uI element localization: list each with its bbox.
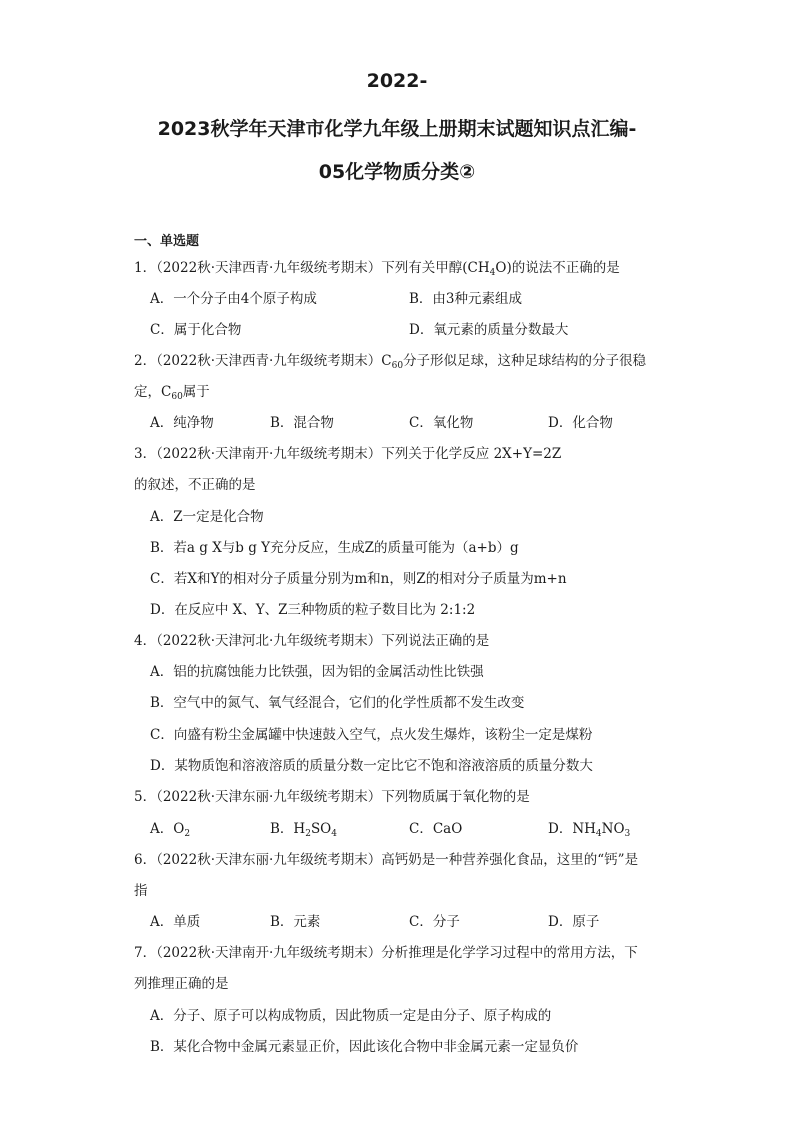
q5-option-d-text-b: NO (601, 821, 625, 837)
question-2-option-b: B．混合物 (270, 415, 334, 431)
question-2-text-a: 2．（2022秋·天津西青·九年级统考期末）C (134, 353, 392, 369)
question-4-option-d: D．某物质饱和溶液溶质的质量分数一定比它不饱和溶液溶质的质量分数大 (150, 758, 593, 774)
q5-option-b-text-b: SO (310, 821, 332, 837)
question-2-stem-line-2 (134, 380, 210, 400)
question-3-stem-line-1: 3．（2022秋·天津南开·九年级统考期末）下列关于化学反应 2X+Y=2Z (134, 446, 562, 462)
doc-title-line-3: 05化学物质分类② (318, 161, 476, 183)
q5-option-d-subscript-1: 4 (595, 829, 602, 839)
question-6-option-a: A．单质 (150, 914, 201, 930)
question-2-option-d: D．化合物 (548, 415, 613, 431)
question-7-stem-line-2: 列推理正确的是 (134, 976, 229, 992)
question-6-option-c: C．分子 (409, 914, 460, 930)
question-3-option-d: D．在反应中 X、Y、Z三种物质的粒子数目比为 2:1:2 (150, 602, 476, 618)
doc-title-line-1: 2022- (366, 70, 428, 92)
question-4-option-a: A．铝的抗腐蚀能力比铁强，因为铝的金属活动性比铁强 (150, 664, 484, 680)
question-1-option-b: B．由3种元素组成 (409, 291, 523, 307)
question-1-stem-text-a: 1．（2022秋·天津西青·九年级统考期末）下列有关甲醇(CH (134, 260, 490, 276)
q5-option-a-text: A．O (150, 821, 185, 837)
question-2-text-d: 属于 (182, 384, 210, 400)
q5-option-b-subscript-2: 4 (331, 829, 337, 839)
question-7-stem-line-1: 7．（2022秋·天津南开·九年级统考期末）分析推理是化学学习过程中的常用方法，下 (134, 945, 638, 961)
question-1-option-a: A．一个分子由4个原子构成 (150, 291, 317, 307)
question-3-option-b: B．若a g X与b g Y充分反应，生成Z的质量可能为（a+b）g (150, 540, 519, 556)
question-7-option-a: A．分子、原子可以构成物质，因此物质一定是由分子、原子构成的 (150, 1008, 552, 1024)
question-5-option-a (150, 817, 190, 837)
question-6-stem-line-1: 6．（2022秋·天津东丽·九年级统考期末）高钙奶是一种营养强化食品，这里的“钙”是 (134, 852, 639, 868)
q5-option-b-subscript-1: 2 (305, 829, 311, 839)
question-6-stem-line-2: 指 (134, 883, 148, 899)
question-4-option-c: C．向盛有粉尘金属罐中快速鼓入空气，点火发生爆炸，该粉尘一定是煤粉 (150, 727, 593, 743)
question-3-option-a: A．Z一定是化合物 (150, 509, 264, 525)
q5-option-d-subscript-2: 3 (624, 829, 631, 839)
question-3-stem-line-2: 的叙述，不正确的是 (134, 477, 256, 493)
question-2-text-c: 定，C (134, 384, 172, 400)
question-2-subscript-1: 60 (391, 361, 404, 371)
question-7-option-b: B．某化合物中金属元素显正价，因此该化合物中非金属元素一定显负价 (150, 1039, 579, 1055)
question-6-option-b: B．元素 (270, 914, 321, 930)
question-4-stem: 4．（2022秋·天津河北·九年级统考期末）下列说法正确的是 (134, 633, 490, 649)
question-2-text-b: 分子形似足球，这种足球结构的分子很稳 (403, 353, 647, 369)
q5-option-d-text-a: D．NH (548, 821, 596, 837)
question-2-stem-line-1 (134, 349, 646, 369)
q5-option-b-text-a: B．H (270, 821, 306, 837)
question-2-option-a: A．纯净物 (150, 415, 214, 431)
doc-title-line-2: 2023秋学年天津市化学九年级上册期末试题知识点汇编- (157, 118, 637, 140)
question-2-subscript-2: 60 (171, 392, 183, 402)
question-3-option-c: C．若X和Y的相对分子质量分别为m和n，则Z的相对分子质量为m+n (150, 571, 567, 587)
q5-option-a-subscript: 2 (184, 829, 191, 839)
question-1-stem (134, 256, 620, 276)
question-4-option-b: B．空气中的氮气、氧气经混合，它们的化学性质都不发生改变 (150, 695, 525, 711)
question-5-stem: 5．（2022秋·天津东丽·九年级统考期末）下列物质属于氧化物的是 (134, 789, 530, 805)
question-2-option-c: C．氧化物 (409, 415, 474, 431)
question-6-option-d: D．原子 (548, 914, 600, 930)
question-1-option-d: D．氧元素的质量分数最大 (409, 322, 569, 338)
question-1-stem-subscript: 4 (489, 268, 496, 278)
question-5-option-b (270, 817, 337, 837)
question-1-stem-text-b: O)的说法不正确的是 (495, 260, 620, 276)
question-5-option-c: C．CaO (409, 821, 463, 837)
section-heading: 一、单选题 (134, 234, 200, 249)
question-5-option-d (548, 817, 630, 837)
question-1-option-c: C．属于化合物 (150, 322, 242, 338)
